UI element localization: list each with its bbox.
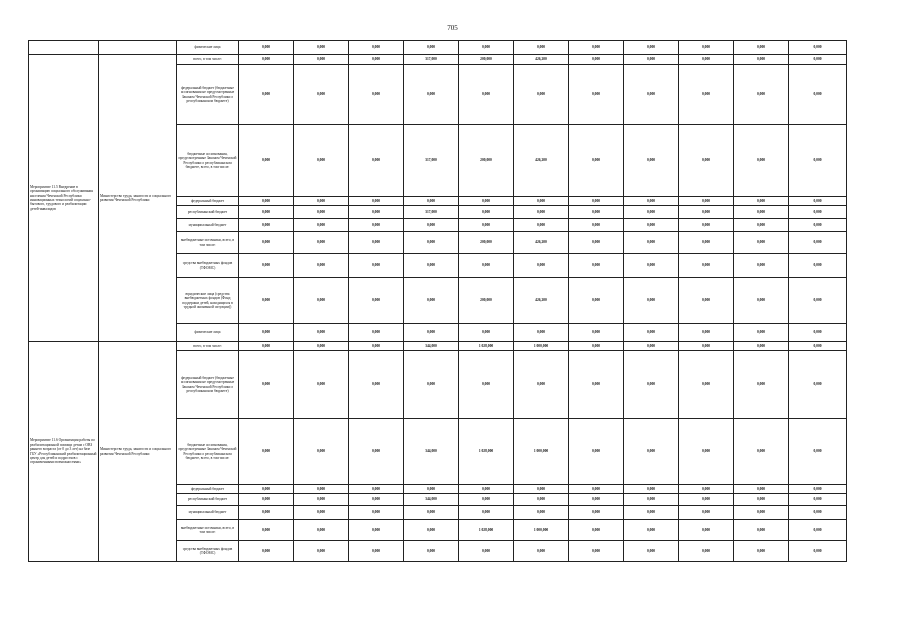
- value-cell: 0,000: [514, 197, 569, 206]
- value-cell: 0,000: [239, 485, 294, 494]
- page-number: 705: [447, 24, 458, 32]
- value-cell: 0,000: [294, 125, 349, 197]
- value-cell: 0,000: [404, 485, 459, 494]
- value-cell: 0,000: [789, 324, 847, 342]
- value-cell: 0,000: [624, 65, 679, 125]
- value-cell: 0,000: [349, 125, 404, 197]
- value-cell: 0,000: [789, 254, 847, 278]
- value-cell: 0,000: [624, 324, 679, 342]
- value-cell: 0,000: [679, 197, 734, 206]
- value-cell: 0,000: [349, 520, 404, 541]
- value-cell: 0,000: [624, 254, 679, 278]
- funding-source-cell: муниципальный бюджет: [177, 219, 239, 232]
- value-cell: 0,000: [624, 494, 679, 506]
- value-cell: 0,000: [569, 506, 624, 520]
- value-cell: 0,000: [239, 206, 294, 219]
- value-cell: 0,000: [679, 541, 734, 562]
- value-cell: 0,000: [734, 342, 789, 351]
- value-cell: 0,000: [679, 41, 734, 55]
- value-cell: 0,000: [624, 485, 679, 494]
- value-cell: 0,000: [734, 254, 789, 278]
- value-cell: 0,000: [349, 324, 404, 342]
- value-cell: 0,000: [789, 197, 847, 206]
- value-cell: 0,000: [294, 494, 349, 506]
- funding-source-cell: внебюджетные источники, всего, в том числе:: [177, 232, 239, 254]
- value-cell: 0,000: [679, 342, 734, 351]
- value-cell: 0,000: [734, 506, 789, 520]
- value-cell: 0,000: [514, 254, 569, 278]
- value-cell: 0,000: [294, 506, 349, 520]
- budget-table: [28, 40, 847, 562]
- value-cell: 0,000: [679, 520, 734, 541]
- executor-cell: Министерство труда, занятости и социального развития Чеченской Республики: [99, 55, 177, 342]
- value-cell: 0,000: [459, 351, 514, 419]
- value-cell: 0,000: [239, 419, 294, 485]
- value-cell: 0,000: [789, 125, 847, 197]
- value-cell: 0,000: [789, 419, 847, 485]
- value-cell: 0,000: [349, 278, 404, 324]
- value-cell: 0,000: [789, 520, 847, 541]
- value-cell: 0,000: [569, 485, 624, 494]
- value-cell: 0,000: [789, 55, 847, 65]
- value-cell: 426,200: [514, 125, 569, 197]
- value-cell: 0,000: [789, 41, 847, 55]
- value-cell: 0,000: [459, 324, 514, 342]
- value-cell: 0,000: [789, 351, 847, 419]
- value-cell: 0,000: [624, 342, 679, 351]
- value-cell: 0,000: [789, 541, 847, 562]
- value-cell: 0,000: [679, 351, 734, 419]
- value-cell: 0,000: [294, 41, 349, 55]
- value-cell: 0,000: [569, 206, 624, 219]
- value-cell: 0,000: [459, 206, 514, 219]
- value-cell: 0,000: [569, 541, 624, 562]
- value-cell: 0,000: [404, 232, 459, 254]
- value-cell: 0,000: [514, 41, 569, 55]
- value-cell: 0,000: [404, 351, 459, 419]
- value-cell: 0,000: [349, 506, 404, 520]
- value-cell: 0,000: [294, 197, 349, 206]
- value-cell: 0,000: [294, 520, 349, 541]
- funding-source-cell: бюджетные ассигнования, предусмотренные Законом Чеченской Республики о республиканском бюджете, всего, в том числе:: [177, 419, 239, 485]
- value-cell: 0,000: [294, 232, 349, 254]
- value-cell: 0,000: [734, 206, 789, 219]
- value-cell: 0,000: [679, 232, 734, 254]
- value-cell: 0,000: [404, 219, 459, 232]
- value-cell: 317,000: [404, 55, 459, 65]
- funding-source-cell: республиканский бюджет: [177, 494, 239, 506]
- value-cell: 0,000: [239, 351, 294, 419]
- value-cell: 0,000: [679, 206, 734, 219]
- value-cell: 0,000: [294, 278, 349, 324]
- value-cell: 0,000: [239, 232, 294, 254]
- value-cell: 0,000: [239, 324, 294, 342]
- funding-source-cell: физические лица: [177, 41, 239, 55]
- value-cell: 0,000: [239, 197, 294, 206]
- value-cell: 0,000: [734, 41, 789, 55]
- value-cell: 0,000: [789, 278, 847, 324]
- value-cell: 0,000: [569, 278, 624, 324]
- value-cell: 0,000: [349, 342, 404, 351]
- value-cell: 0,000: [569, 232, 624, 254]
- value-cell: 0,000: [569, 324, 624, 342]
- value-cell: 426,200: [514, 232, 569, 254]
- value-cell: 0,000: [239, 494, 294, 506]
- executor-cell-empty: [99, 41, 177, 55]
- value-cell: 0,000: [734, 232, 789, 254]
- funding-source-cell: федеральный бюджет (бюджетные ассигнования не предусмотренные Законом Чеченской Республики о республиканском бюджете): [177, 351, 239, 419]
- value-cell: 0,000: [624, 41, 679, 55]
- value-cell: 0,000: [569, 494, 624, 506]
- value-cell: 0,000: [734, 494, 789, 506]
- value-cell: 317,000: [404, 125, 459, 197]
- funding-source-cell: федеральный бюджет (бюджетные ассигнования не предусмотренные Законом Чеченской Республики о республиканском бюджете): [177, 65, 239, 125]
- value-cell: 0,000: [349, 65, 404, 125]
- value-cell: 0,000: [734, 65, 789, 125]
- value-cell: 0,000: [349, 41, 404, 55]
- value-cell: 0,000: [569, 65, 624, 125]
- value-cell: 0,000: [294, 351, 349, 419]
- value-cell: 0,000: [349, 197, 404, 206]
- value-cell: 0,000: [679, 494, 734, 506]
- value-cell: 0,000: [514, 324, 569, 342]
- value-cell: 344,000: [404, 342, 459, 351]
- value-cell: 0,000: [239, 65, 294, 125]
- value-cell: 0,000: [624, 197, 679, 206]
- value-cell: 0,000: [404, 541, 459, 562]
- value-cell: 0,000: [404, 254, 459, 278]
- value-cell: 0,000: [569, 342, 624, 351]
- value-cell: 0,000: [459, 541, 514, 562]
- value-cell: 0,000: [679, 419, 734, 485]
- value-cell: 0,000: [624, 506, 679, 520]
- value-cell: 0,000: [294, 206, 349, 219]
- value-cell: 0,000: [624, 351, 679, 419]
- value-cell: 0,000: [679, 55, 734, 65]
- value-cell: 0,000: [349, 232, 404, 254]
- value-cell: 0,000: [349, 485, 404, 494]
- value-cell: 0,000: [734, 219, 789, 232]
- value-cell: 0,000: [679, 485, 734, 494]
- value-cell: 0,000: [514, 541, 569, 562]
- value-cell: 0,000: [789, 494, 847, 506]
- value-cell: 0,000: [569, 125, 624, 197]
- funding-source-cell: внебюджетные источники, всего, в том числе:: [177, 520, 239, 541]
- funding-source-cell: всего, в том числе:: [177, 55, 239, 65]
- funding-source-cell: средства внебюджетных фондов (ТФОМС): [177, 541, 239, 562]
- value-cell: 0,000: [734, 541, 789, 562]
- value-cell: 0,000: [349, 55, 404, 65]
- value-cell: 0,000: [789, 206, 847, 219]
- value-cell: 0,000: [734, 55, 789, 65]
- value-cell: 1 028,000: [459, 419, 514, 485]
- funding-source-cell: всего, в том числе:: [177, 342, 239, 351]
- value-cell: 0,000: [294, 324, 349, 342]
- table-row: [29, 41, 847, 55]
- value-cell: 0,000: [239, 254, 294, 278]
- value-cell: 0,000: [569, 520, 624, 541]
- value-cell: 0,000: [789, 65, 847, 125]
- value-cell: 0,000: [679, 506, 734, 520]
- value-cell: 0,000: [294, 485, 349, 494]
- value-cell: 426,200: [514, 278, 569, 324]
- value-cell: 0,000: [789, 219, 847, 232]
- value-cell: 0,000: [239, 55, 294, 65]
- value-cell: 0,000: [734, 485, 789, 494]
- value-cell: 0,000: [349, 494, 404, 506]
- value-cell: 0,000: [679, 324, 734, 342]
- value-cell: 0,000: [569, 41, 624, 55]
- value-cell: 0,000: [239, 520, 294, 541]
- funding-source-cell: муниципальный бюджет: [177, 506, 239, 520]
- value-cell: 0,000: [239, 219, 294, 232]
- value-cell: 0,000: [459, 219, 514, 232]
- value-cell: 0,000: [404, 197, 459, 206]
- value-cell: 0,000: [239, 342, 294, 351]
- value-cell: 1 000,000: [514, 419, 569, 485]
- funding-source-cell: республиканский бюджет: [177, 206, 239, 219]
- value-cell: 0,000: [349, 541, 404, 562]
- value-cell: 0,000: [349, 351, 404, 419]
- value-cell: 0,000: [679, 278, 734, 324]
- value-cell: 0,000: [404, 506, 459, 520]
- value-cell: 0,000: [624, 219, 679, 232]
- value-cell: 0,000: [569, 219, 624, 232]
- value-cell: 200,000: [459, 55, 514, 65]
- value-cell: 0,000: [734, 351, 789, 419]
- value-cell: 0,000: [349, 419, 404, 485]
- value-cell: 0,000: [514, 506, 569, 520]
- value-cell: 1 028,000: [459, 342, 514, 351]
- value-cell: 0,000: [734, 324, 789, 342]
- value-cell: 0,000: [679, 65, 734, 125]
- value-cell: 0,000: [789, 485, 847, 494]
- measure-name-cell: Мероприятие 11.5 Внедрение в организацию социального обслуживания населения Чеченской Республики инновационных технологий социально-бытового, трудового и реабилитации детей-инвалидов: [29, 55, 99, 342]
- value-cell: 317,000: [404, 206, 459, 219]
- value-cell: 200,000: [459, 232, 514, 254]
- value-cell: 0,000: [624, 419, 679, 485]
- value-cell: 0,000: [459, 506, 514, 520]
- value-cell: 0,000: [294, 254, 349, 278]
- value-cell: 0,000: [789, 342, 847, 351]
- value-cell: 0,000: [514, 485, 569, 494]
- value-cell: 0,000: [789, 232, 847, 254]
- value-cell: 0,000: [514, 219, 569, 232]
- measure-cell-empty: [29, 41, 99, 55]
- value-cell: 0,000: [514, 65, 569, 125]
- value-cell: 0,000: [239, 541, 294, 562]
- value-cell: 0,000: [459, 65, 514, 125]
- value-cell: 0,000: [349, 254, 404, 278]
- value-cell: 0,000: [734, 419, 789, 485]
- value-cell: 0,000: [514, 206, 569, 219]
- value-cell: 0,000: [734, 197, 789, 206]
- value-cell: 0,000: [294, 219, 349, 232]
- executor-cell: Министерство труда, занятости и социального развития Чеченской Республики: [99, 342, 177, 562]
- measure-name-cell: Мероприятие 11.6 Организация работы по реабилитационной помощи детям с ОВЗ раннего возраста (от 0 до 3 лет) на базе ГБУ «Республиканский реабилитационный центр для детей и подростков с ограниченными возможностями»: [29, 342, 99, 562]
- value-cell: 1 000,000: [514, 342, 569, 351]
- value-cell: 200,000: [459, 278, 514, 324]
- value-cell: 0,000: [514, 351, 569, 419]
- value-cell: 0,000: [734, 520, 789, 541]
- value-cell: 0,000: [404, 278, 459, 324]
- value-cell: 0,000: [459, 41, 514, 55]
- value-cell: 0,000: [624, 232, 679, 254]
- value-cell: 0,000: [789, 506, 847, 520]
- value-cell: 0,000: [624, 278, 679, 324]
- value-cell: 0,000: [404, 41, 459, 55]
- funding-source-cell: средства внебюджетных фондов (ТФОМС): [177, 254, 239, 278]
- value-cell: 0,000: [459, 197, 514, 206]
- value-cell: 0,000: [624, 55, 679, 65]
- funding-source-cell: юридические лица (средства внебюджетных фондов (Фонд поддержки детей, находящихся в трудной жизненной ситуации)): [177, 278, 239, 324]
- value-cell: 0,000: [569, 197, 624, 206]
- value-cell: 0,000: [459, 485, 514, 494]
- funding-source-cell: физические лица: [177, 324, 239, 342]
- funding-source-cell: федеральный бюджет: [177, 197, 239, 206]
- value-cell: 0,000: [239, 506, 294, 520]
- value-cell: 0,000: [294, 55, 349, 65]
- value-cell: 0,000: [569, 55, 624, 65]
- value-cell: 0,000: [349, 206, 404, 219]
- value-cell: 344,000: [404, 494, 459, 506]
- value-cell: 0,000: [624, 125, 679, 197]
- value-cell: 200,000: [459, 125, 514, 197]
- value-cell: 0,000: [679, 254, 734, 278]
- value-cell: 0,000: [294, 342, 349, 351]
- value-cell: 0,000: [514, 494, 569, 506]
- value-cell: 0,000: [569, 351, 624, 419]
- value-cell: 0,000: [239, 278, 294, 324]
- value-cell: 0,000: [679, 125, 734, 197]
- value-cell: 426,200: [514, 55, 569, 65]
- value-cell: 0,000: [459, 494, 514, 506]
- value-cell: 1 028,000: [459, 520, 514, 541]
- value-cell: 0,000: [734, 278, 789, 324]
- value-cell: 0,000: [404, 65, 459, 125]
- funding-source-cell: федеральный бюджет: [177, 485, 239, 494]
- value-cell: 344,000: [404, 419, 459, 485]
- value-cell: 0,000: [569, 419, 624, 485]
- value-cell: 0,000: [239, 125, 294, 197]
- value-cell: 0,000: [349, 219, 404, 232]
- value-cell: 0,000: [404, 520, 459, 541]
- value-cell: 1 000,000: [514, 520, 569, 541]
- value-cell: 0,000: [734, 125, 789, 197]
- value-cell: 0,000: [459, 254, 514, 278]
- value-cell: 0,000: [679, 219, 734, 232]
- value-cell: 0,000: [624, 541, 679, 562]
- value-cell: 0,000: [624, 206, 679, 219]
- value-cell: 0,000: [294, 541, 349, 562]
- value-cell: 0,000: [404, 324, 459, 342]
- table-row: [29, 342, 847, 351]
- value-cell: 0,000: [624, 520, 679, 541]
- value-cell: 0,000: [294, 419, 349, 485]
- value-cell: 0,000: [569, 254, 624, 278]
- value-cell: 0,000: [239, 41, 294, 55]
- funding-source-cell: бюджетные ассигнования, предусмотренные Законом Чеченской Республики о республиканском бюджете, всего, в том числе:: [177, 125, 239, 197]
- value-cell: 0,000: [294, 65, 349, 125]
- table-row: [29, 55, 847, 65]
